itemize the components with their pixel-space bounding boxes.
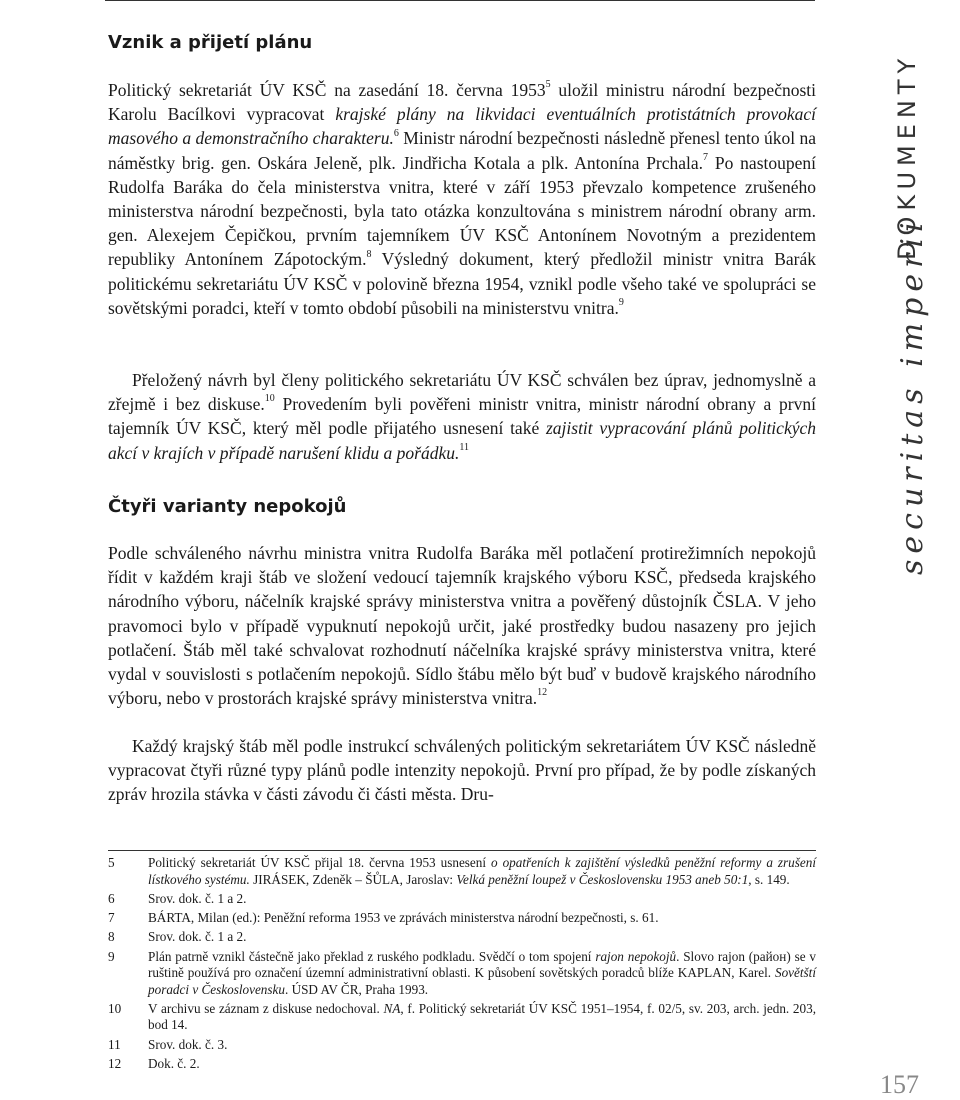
text-run: Provedením byli pověřeni ministr vnitra, ministr národní obrany a první tajemník ÚV KSČ, který měl podle přijatého usnesení také <box>108 394 816 439</box>
footnote-text <box>148 910 816 927</box>
text-run: Po nastoupení Rudolfa Baráka do čela ministerstva vnitra, které v září 1953 převzalo kompetence zrušeného ministerstva národní bezpečnosti, byla tato otázka konzultována s ministrem národní obrany arm. gen. Alexejem Čepičkou, prvním tajemníkem ÚV KSČ Antonínem Novotným a prezidentem republiky Antonínem Zápotockým. <box>108 152 816 270</box>
footnote-ref: 5 <box>545 79 551 91</box>
text-run: Výsledný dokument, který předložil ministr vnitra Barák politickému sekretariátu ÚV KSČ v polovině března 1954, vznikl podle všeho také ve spolupráci se sovětskými poradci, kteří v tomto období působili na ministerstvu vnitra. <box>108 249 816 318</box>
text-run: Srov. dok. č. 1 a 2. <box>148 890 247 906</box>
text-run: , f. Politický sekretariát ÚV KSČ 1951–1954, f. 02/5, sv. 203, arch. jedn. 203, bod 14. <box>148 1000 816 1033</box>
text-run: Každý krajský štáb měl podle instrukcí schválených politickým sekretariátem ÚV KSČ následně vypracovat čtyři různé typy plánů podle intenzity nepokojů. První pro případ, že by podle získaných zpráv hrozila stávka v části závodu či části města. Dru- <box>108 736 816 805</box>
paragraph <box>108 368 816 465</box>
text-run: Přeložený návrh byl členy politického sekretariátu ÚV KSČ schválen bez úprav, jednomyslně a zřejmě i bez diskuse. <box>108 370 816 415</box>
footnote-ref: 11 <box>459 441 470 453</box>
footnote-number: 5 <box>108 855 115 870</box>
footnote-ref: 6 <box>393 127 399 139</box>
section-heading-vznik: Vznik a přijetí plánu <box>108 32 313 53</box>
italic-text: Velká peněžní loupež v Československu 1953 aneb 50:1 <box>456 871 749 887</box>
section-heading-varianty: Čtyři varianty nepokojů <box>108 496 347 517</box>
text-run: . ÚSD AV ČR, Praha 1993. <box>284 981 429 997</box>
footnote-text <box>148 949 816 999</box>
text-run: , s. 149. <box>748 871 790 887</box>
publication-label: securitas imperii <box>895 216 930 575</box>
text-run: JIRÁSEK, Zdeněk – ŠŮLA, Jaroslav: <box>249 871 457 887</box>
footnote-text <box>148 1037 816 1054</box>
italic-text: rajon nepokojů <box>595 948 677 964</box>
text-run: Ministr národní bezpečnosti následně přenesl tento úkol na náměstky brig. gen. Oskára Jeleně, plk. Jindřicha Kotala a plk. Antonína Prchala. <box>108 128 816 173</box>
italic-text: krajské plány na likvidaci eventuálních protistátních provokací masového a demonstračního charakteru. <box>108 104 816 149</box>
footnote-number: 9 <box>108 948 115 964</box>
text-run: V archivu se záznam z diskuse nedochoval. <box>148 1000 384 1016</box>
text-run: uložil ministru národní bezpečnosti Karolu Bacílkovi vypracovat <box>108 80 816 125</box>
footnote-text <box>148 891 816 908</box>
footnote <box>108 891 816 908</box>
page-number: 157 <box>880 1070 919 1099</box>
top-rule <box>105 0 815 1</box>
footnote-number: 11 <box>108 1036 121 1052</box>
footnote-text <box>148 1056 816 1073</box>
footnote-ref: 8 <box>366 248 372 260</box>
footnote <box>108 1001 816 1034</box>
footnote-number: 6 <box>108 890 115 906</box>
text-run: Srov. dok. č. 1 a 2. <box>148 929 247 945</box>
footnote-ref: 12 <box>537 687 548 699</box>
footnote-text <box>148 855 816 888</box>
footnote-number: 7 <box>108 910 115 926</box>
italic-text: o opatřeních k zajištění výsledků peněžní reformy a zrušení lístkového systému. <box>148 855 816 887</box>
footnote-ref: 10 <box>264 393 275 405</box>
footnote-ref: 7 <box>703 151 709 163</box>
italic-text: NA <box>383 1000 401 1016</box>
footnote <box>108 910 816 927</box>
paragraph <box>108 734 816 807</box>
footnote <box>108 949 816 999</box>
text-run: Plán patrně vznikl částečně jako překlad z ruského podkladu. Svědčí o tom spojení <box>148 948 596 964</box>
text-run: BÁRTA, Milan (ed.): Peněžní reforma 1953 ve zprávách ministerstva národní bezpečnosti, s. 61. <box>148 910 659 926</box>
paragraph <box>108 541 816 710</box>
footnote-number: 8 <box>108 929 115 945</box>
footnote <box>108 929 816 946</box>
footnote <box>108 855 816 888</box>
text-run: Politický sekretariát ÚV KSČ na zasedání 18. června 1953 <box>108 80 546 100</box>
text-run: Politický sekretariát ÚV KSČ přijal 18. června 1953 usnesení <box>148 855 492 870</box>
text-run: . Slovo rajon (район) se v ruštině používá pro označení územní administrativní oblasti. K působení sovětských poradců blíže KAPLAN, Karel. <box>148 948 816 981</box>
series-label: DOKUMENTY <box>893 52 921 260</box>
footnote-number: 10 <box>108 1000 122 1016</box>
text-run: Dok. č. 2. <box>148 1056 200 1072</box>
footnote <box>108 1037 816 1054</box>
text-run: Podle schváleného návrhu ministra vnitra Rudolfa Baráka měl potlačení protirežimních nepokojů řídit v každém kraji štáb ve složení vedoucí tajemník krajského výboru KSČ, předseda krajského národního výboru, náčelník krajské správy ministerstva vnitra a pověřený důstojník ČSLA. V jeho pravomoci bylo v případě vypuknutí nepokojů určit, jaké prostředky budou nasazeny pro jejich potlačení. Štáb měl také schvalovat rozhodnutí náčelníka krajské správy ministerstva vnitra, které vydal v souvislosti s potlačením nepokojů. Sídlo štábu mělo být buď v budově krajského národního výboru, nebo v prostorách krajské správy ministerstva vnitra. <box>108 543 816 709</box>
footnotes <box>108 855 816 1075</box>
italic-text: zajistit vypracování plánů politických akcí v krajích v případě narušení klidu a pořádku. <box>108 418 816 463</box>
footnote-text <box>148 1001 816 1034</box>
footnote-number: 12 <box>108 1056 122 1072</box>
footnote-separator <box>108 850 816 851</box>
footnote-text <box>148 929 816 946</box>
text-run: Srov. dok. č. 3. <box>148 1036 228 1052</box>
italic-text: Sovětští poradci v Československu <box>148 965 816 997</box>
footnote <box>108 1056 816 1073</box>
paragraph <box>108 78 816 320</box>
footnote-ref: 9 <box>618 297 624 308</box>
